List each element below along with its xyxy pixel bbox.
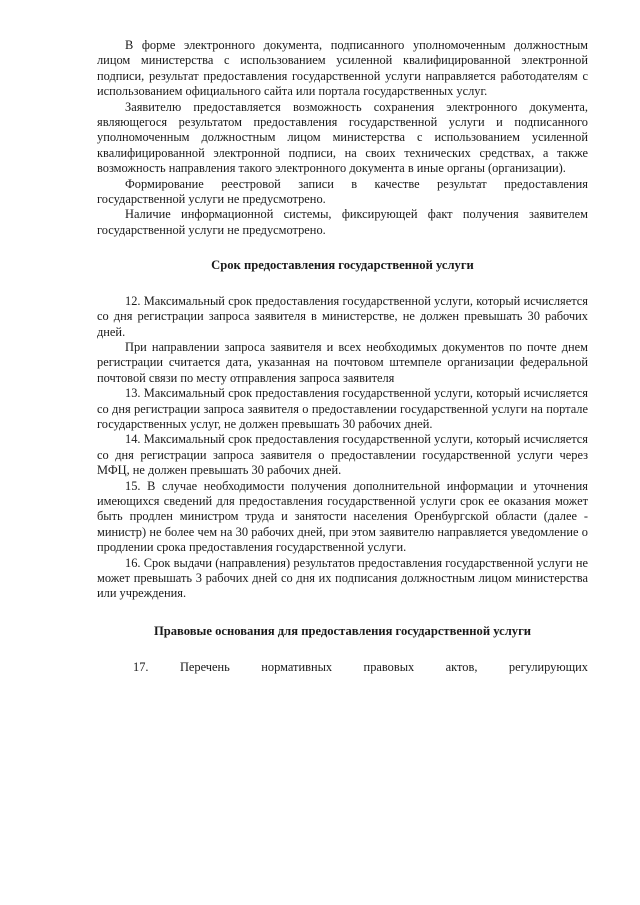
section-heading-term: Срок предоставления государственной услуги: [211, 258, 474, 273]
paragraph-12: 12. Максимальный срок предоставления государственной услуги, который исчисляется со дня регистрации запроса заявителя в министерстве, не должен превышать 30 рабочих дней.: [97, 293, 588, 339]
paragraph-postal: При направлении запроса заявителя и всех необходимых документов по почте днем регистрации считается дата, указанная на почтовом штемпеле организации федеральной почтовой связи по месту отправления запроса заявителя: [97, 339, 588, 385]
paragraph-16: 16. Срок выдачи (направления) результатов предоставления государственной услуги не может превышать 3 рабочих дней со дня их подписания должностным лицом министерства или учреждения.: [97, 555, 588, 601]
paragraph-save-document: Заявителю предоставляется возможность сохранения электронного документа, являющегося результатом предоставления государственной услуги и подписанного уполномоченным должностным лицом министерства с использованием усиленной квалифицированной электронной подписи, на своих технических средствах, а также возможность направления такого электронного документа в иные органы (организации).: [97, 99, 588, 176]
paragraph-17: 17. Перечень нормативных правовых актов, регулирующих: [133, 660, 588, 675]
section-heading-legal-basis: Правовые основания для предоставления государственной услуги: [153, 623, 532, 638]
paragraph-13: 13. Максимальный срок предоставления государственной услуги, который исчисляется со дня регистрации запроса заявителя о предоставлении государственной услуги на портале государственных услуг, не должен превышать 30 рабочих дней.: [97, 386, 588, 431]
paragraph-15: 15. В случае необходимости получения дополнительной информации и уточнения имеющихся сведений для предоставления государственной услуги срок ее оказания может быть продлен министром труда и занятости населения Оренбургской области (далее - министр) не более чем на 30 рабочих дней, при этом заявителю направляется уведомление о продлении срока предоставления государственной услуги.: [97, 478, 588, 555]
paragraph-electronic-form: В форме электронного документа, подписанного уполномоченным должностным лицом министерства с использованием усиленной квалифицированной электронной подписи, результат предоставления государственной услуги направляется работодателям с использованием официального сайта или портала государственных услуг.: [97, 38, 588, 99]
paragraph-registry-record: Формирование реестровой записи в качестве результат предоставления государственной услуги не предусмотрено.: [97, 176, 588, 207]
paragraph-information-system: Наличие информационной системы, фиксирующей факт получения заявителем государственной услуги не предусмотрено.: [97, 207, 588, 237]
paragraph-14: 14. Максимальный срок предоставления государственной услуги, который исчисляется со дня регистрации запроса заявителя о предоставлении государственной услуги через МФЦ, не должен превышать 30 рабочих дней.: [97, 432, 588, 478]
